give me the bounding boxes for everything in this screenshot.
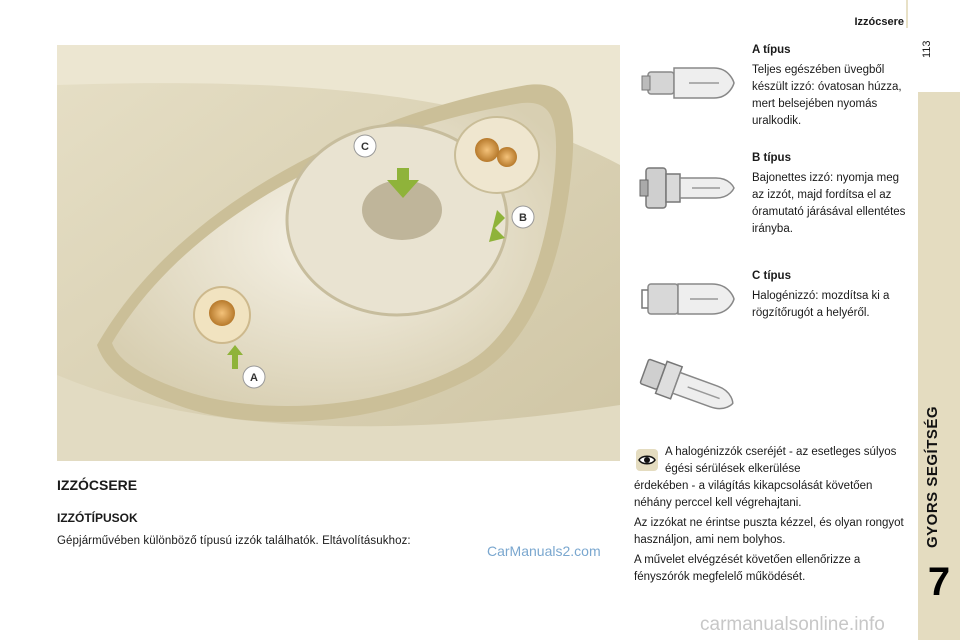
page-number: 113 bbox=[921, 40, 933, 58]
bulb-type-c-illustration bbox=[634, 262, 742, 334]
note-line-2: Az izzókat ne érintse puszta kézzel, és olyan rongyot használjon, ami nem bolyhos. bbox=[634, 517, 904, 546]
watermark-carmanuals2[interactable]: CarManuals2.com bbox=[487, 543, 601, 559]
type-c-text: Halogénizzó: mozdítsa ki a rögzítőrugót a helyéről. bbox=[752, 290, 890, 319]
chapter-number: 7 bbox=[927, 560, 951, 604]
type-a-title: A típus bbox=[752, 44, 791, 56]
note-first-line: A halogénizzók cseréjét - az esetleges súlyos égési sérülések elkerülése bbox=[665, 446, 897, 475]
type-b-text: Bajonettes izzó: nyomja meg az izzót, majd fordítsa el az óramutató járásával ellentétes irányba. bbox=[752, 172, 906, 235]
bulb-type-a-illustration bbox=[634, 44, 742, 116]
photo-marker-c: C bbox=[361, 141, 369, 153]
note-body bbox=[634, 478, 910, 589]
chapter-side-strip bbox=[918, 92, 960, 640]
section-subtitle: IZZÓTÍPUSOK bbox=[57, 511, 138, 525]
note-line-3: A művelet elvégzését követően ellenőrizze a fényszórók megfelelő működését. bbox=[634, 554, 861, 583]
eye-warning-icon bbox=[636, 449, 658, 471]
section-title: IZZÓCSERE bbox=[57, 477, 138, 493]
type-c-title: C típus bbox=[752, 270, 791, 282]
photo-marker-b: B bbox=[519, 212, 527, 224]
type-a-text: Teljes egészében üvegből készült izzó: óvatosan húzza, mert belsejében nyomás uralkodik. bbox=[752, 64, 902, 127]
page-header-title: Izzócsere bbox=[854, 16, 904, 28]
section-intro: Gépjárművében különböző típusú izzók találhatók. Eltávolításukhoz: bbox=[57, 535, 411, 547]
header-divider bbox=[906, 0, 908, 28]
watermark-carmanualsonline[interactable]: carmanualsonline.info bbox=[700, 614, 885, 635]
type-b-title: B típus bbox=[752, 152, 791, 164]
bulb-type-b-illustration bbox=[634, 150, 742, 222]
photo-marker-a: A bbox=[250, 372, 258, 384]
headlight-photo bbox=[57, 45, 620, 461]
halogen-bulb-illustration bbox=[634, 350, 742, 422]
note-line-1: érdekében - a világítás kikapcsolását követően néhány perccel kell végrehajtani. bbox=[634, 480, 873, 509]
chapter-label: GYORS SEGÍTSÉG bbox=[924, 405, 941, 548]
